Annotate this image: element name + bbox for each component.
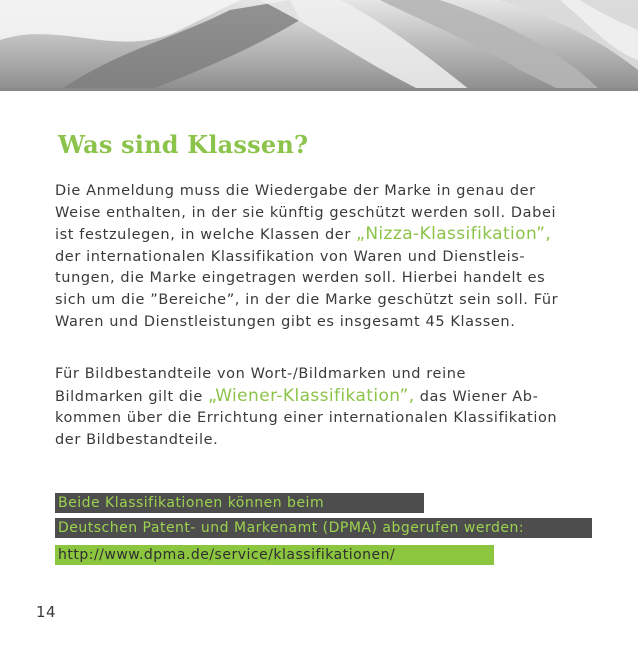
nizza-classification-highlight: „Nizza-Klassifikation”,: [356, 224, 552, 245]
paragraph-text: ist festzulegen, in welche Klassen der: [55, 227, 357, 244]
paragraph-text: Bildmarken gilt die: [55, 388, 209, 405]
section-title: Was sind Klassen?: [58, 130, 309, 159]
paragraph-line: der Bildbestandteile.: [55, 431, 219, 448]
paragraph-image-elements: [55, 364, 600, 451]
paragraph-classes-intro: [55, 181, 600, 333]
paragraph-line: Für Bildbestandteile von Wort-/Bildmarken und reine: [55, 366, 467, 382]
paragraph-line: [55, 386, 600, 409]
paragraph-line: Weise enthalten, in der sie künftig geschützt werden soll. Dabei: [55, 204, 557, 221]
paragraph-line: Die Anmeldung muss die Wiedergabe der Marke in genau der: [55, 183, 536, 199]
wiener-classification-highlight: „Wiener-Klassifikation”,: [208, 385, 415, 406]
paragraph-line: sich um die ”Bereiche”, in der die Marke geschützt sein soll. Für: [55, 291, 559, 308]
paragraph-line: [55, 224, 600, 247]
page-number: 14: [36, 603, 57, 621]
header-divider: [0, 88, 638, 91]
info-box-line: Deutschen Patent- und Markenamt (DPMA) abgerufen werden:: [55, 518, 592, 538]
paragraph-line: der internationalen Klassifikation von Waren und Dienstleis-: [55, 248, 526, 265]
info-box-line: Beide Klassifikationen können beim: [55, 493, 424, 513]
paragraph-line: Waren und Dienstleistungen gibt es insgesamt 45 Klassen.: [55, 313, 516, 330]
header-photo-graphic: [0, 0, 638, 90]
dpma-classification-link[interactable]: http://www.dpma.de/service/klassifikationen/: [55, 545, 494, 565]
paragraph-text: das Wiener Ab-: [414, 388, 539, 405]
paragraph-line: tungen, die Marke eingetragen werden soll. Hierbei handelt es: [55, 270, 546, 287]
header-photo: [0, 0, 638, 90]
paragraph-line: kommen über die Errichtung einer internationalen Klassifikation: [55, 410, 558, 427]
